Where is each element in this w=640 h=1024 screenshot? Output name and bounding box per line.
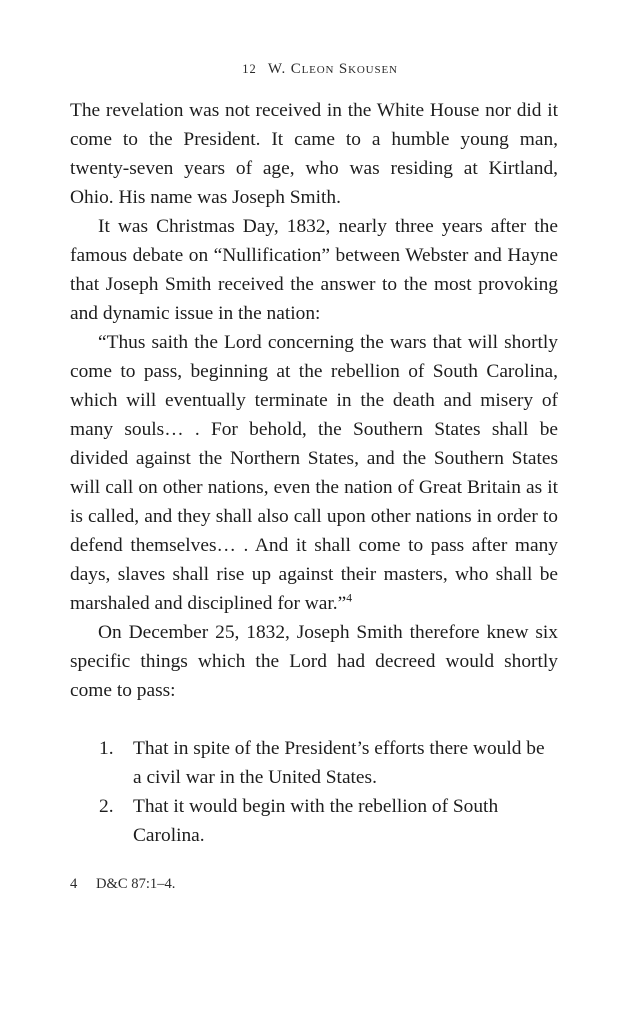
list-item [70, 734, 558, 792]
footnote-reference-marker: 4 [346, 592, 352, 605]
paragraph-christmas-day: It was Christmas Day, 1832, nearly three years after the famous debate on “Nullification” between Webster and Hayne that Joseph Smith received the answer to the most provoking and dynamic issue in the nation: [70, 216, 558, 324]
numbered-list [70, 734, 558, 850]
footnote-text: D&C 87:1–4. [96, 876, 176, 892]
body-text-column [70, 96, 558, 850]
paragraph-quotation [70, 328, 558, 618]
quotation-text: “Thus saith the Lord concerning the wars that will shortly come to pass, beginning at the rebellion of South Carolina, which will eventually terminate in the death and misery of many souls… . For behold, the Southern States shall be divided against the Northern States, and the Southern States will call on other nations, even the nation of Great Britain as it is called, and they shall also call upon other nations in order to defend themselves… . And it shall come to pass after many days, slaves shall rise up against their masters, who shall be marshaled and disciplined for war.” [70, 332, 558, 614]
footnote-number: 4 [70, 876, 78, 892]
running-header [0, 61, 640, 78]
list-item-marker: 2. [99, 796, 114, 817]
list-item-text: That in spite of the President’s efforts there would be a civil war in the United States. [133, 738, 545, 788]
page-number: 12 [242, 62, 257, 76]
list-item-text: That it would begin with the rebellion of South Carolina. [133, 796, 499, 846]
running-header-author: W. Cleon Skousen [267, 61, 398, 77]
footnote [70, 874, 558, 894]
paragraph-six-things: On December 25, 1832, Joseph Smith therefore knew six specific things which the Lord had decreed would shortly come to pass: [70, 622, 558, 701]
paragraph-revelation: The revelation was not received in the White House nor did it come to the President. It came to a humble young man, twenty-seven years of age, who was residing at Kirtland, Ohio. His name was Joseph Smith. [70, 100, 558, 208]
list-item-marker: 1. [99, 738, 114, 759]
list-spacer [70, 705, 558, 734]
list-item [70, 792, 558, 850]
